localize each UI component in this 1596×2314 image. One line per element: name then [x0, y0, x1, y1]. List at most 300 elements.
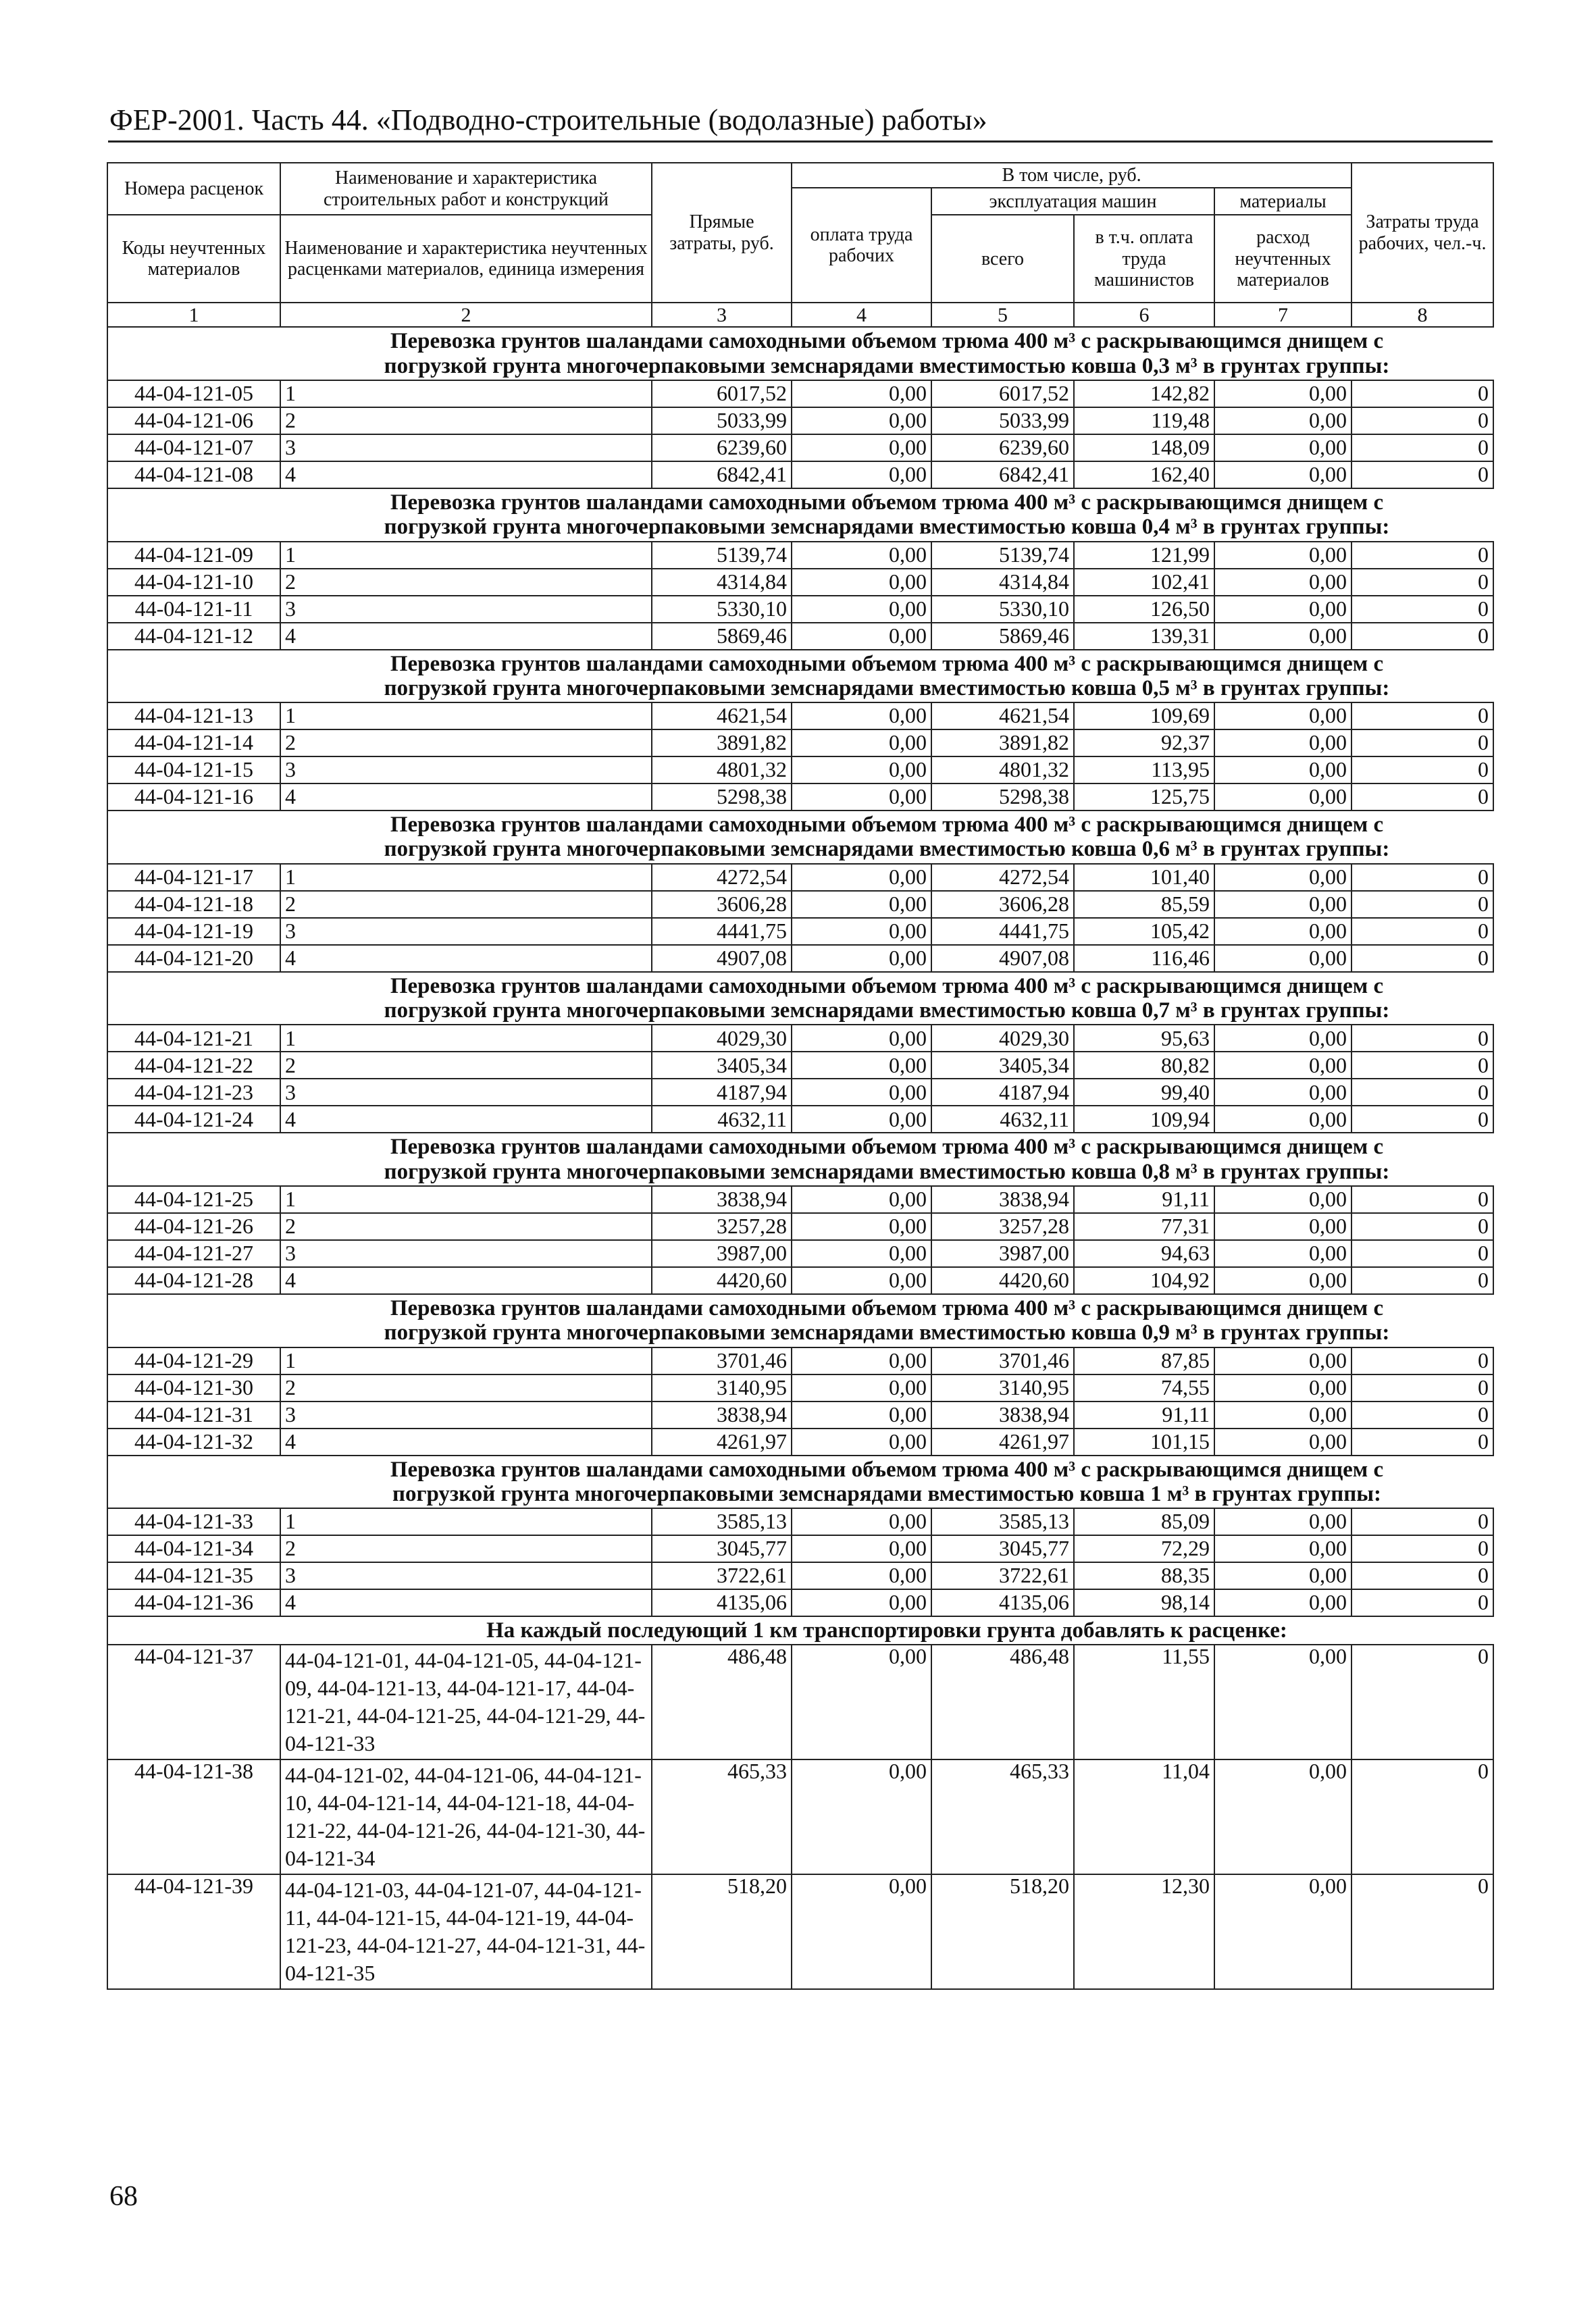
direct-cost-cell: 3838,94 — [652, 1402, 792, 1429]
machinists-pay-cell: 80,82 — [1074, 1052, 1214, 1079]
table-row — [107, 1267, 1493, 1294]
group-title-line: погрузкой грунта многочерпаковыми земснарядами вместимостью ковша 0,6 м³ в грунтах группы: — [384, 837, 1390, 862]
machines-total-cell: 4135,06 — [931, 1589, 1074, 1616]
rate-name-cell: 2 — [280, 729, 652, 756]
direct-cost-cell: 3405,34 — [652, 1052, 792, 1079]
group-title — [280, 972, 1493, 1025]
rate-name-cell: 3 — [280, 434, 652, 461]
labor-pay-cell: 0,00 — [792, 891, 931, 918]
materials-cell: 0,00 — [1214, 729, 1352, 756]
machinists-pay-cell: 11,55 — [1074, 1645, 1214, 1759]
machinists-pay-cell: 101,15 — [1074, 1429, 1214, 1456]
labor-cost-cell: 0 — [1352, 1874, 1493, 1989]
table-row — [107, 783, 1493, 811]
group-title — [280, 1133, 1493, 1186]
machines-total-cell: 5330,10 — [931, 596, 1074, 623]
machinists-pay-cell: 94,63 — [1074, 1240, 1214, 1267]
rate-name-cell: 2 — [280, 1374, 652, 1402]
table-row — [107, 1374, 1493, 1402]
rate-code-cell: 44-04-121-17 — [107, 864, 280, 891]
materials-cell: 0,00 — [1214, 1186, 1352, 1213]
materials-cell: 0,00 — [1214, 1589, 1352, 1616]
machinists-pay-cell: 126,50 — [1074, 596, 1214, 623]
rate-code-cell: 44-04-121-34 — [107, 1535, 280, 1562]
direct-cost-cell: 4187,94 — [652, 1079, 792, 1106]
group-title — [280, 1616, 1493, 1645]
rate-name-cell: 1 — [280, 542, 652, 569]
rate-code-cell: 44-04-121-12 — [107, 623, 280, 650]
group-title-line: Перевозка грунтов шаландами самоходными объемом трюма 400 м³ с раскрывающимся днищем с — [390, 1135, 1384, 1160]
labor-pay-cell: 0,00 — [792, 756, 931, 783]
labor-cost-cell: 0 — [1352, 1759, 1493, 1874]
table-row — [107, 891, 1493, 918]
labor-pay-cell: 0,00 — [792, 918, 931, 945]
group-title-row — [107, 327, 1493, 380]
rate-code-cell: 44-04-121-19 — [107, 918, 280, 945]
table-row — [107, 1535, 1493, 1562]
rate-name-cell: 2 — [280, 1213, 652, 1240]
materials-cell: 0,00 — [1214, 918, 1352, 945]
materials-cell: 0,00 — [1214, 569, 1352, 596]
machinists-pay-cell: 125,75 — [1074, 783, 1214, 811]
col-header-code-top: Номера расценок — [107, 163, 280, 215]
materials-cell: 0,00 — [1214, 380, 1352, 407]
group-title-row — [107, 972, 1493, 1025]
group-title-line: Перевозка грунтов шаландами самоходными объемом трюма 400 м³ с раскрывающимся днищем с — [390, 329, 1384, 354]
page-header-title: ФЕР-2001. Часть 44. «Подводно-строительные (водолазные) работы» — [109, 103, 987, 136]
direct-cost-cell: 3891,82 — [652, 729, 792, 756]
rate-code-cell: 44-04-121-32 — [107, 1429, 280, 1456]
direct-cost-cell: 4261,97 — [652, 1429, 792, 1456]
machines-total-cell: 6842,41 — [931, 461, 1074, 488]
materials-cell: 0,00 — [1214, 1645, 1352, 1759]
machines-total-cell: 5298,38 — [931, 783, 1074, 811]
machinists-pay-cell: 102,41 — [1074, 569, 1214, 596]
machines-total-cell: 3257,28 — [931, 1213, 1074, 1240]
labor-cost-cell: 0 — [1352, 1402, 1493, 1429]
group-title-line: На каждый последующий 1 км транспортировки грунта добавлять к расценке: — [486, 1618, 1287, 1643]
machines-total-cell: 4801,32 — [931, 756, 1074, 783]
materials-cell: 0,00 — [1214, 1240, 1352, 1267]
materials-cell: 0,00 — [1214, 596, 1352, 623]
rate-code-cell: 44-04-121-24 — [107, 1106, 280, 1133]
rate-code-cell: 44-04-121-28 — [107, 1267, 280, 1294]
labor-pay-cell: 0,00 — [792, 1589, 931, 1616]
labor-pay-cell: 0,00 — [792, 1562, 931, 1589]
table-row — [107, 1052, 1493, 1079]
labor-cost-cell: 0 — [1352, 569, 1493, 596]
machines-total-cell: 6239,60 — [931, 434, 1074, 461]
rate-code-cell: 44-04-121-05 — [107, 380, 280, 407]
labor-pay-cell: 0,00 — [792, 1052, 931, 1079]
labor-pay-cell: 0,00 — [792, 569, 931, 596]
col-header-name-top: Наименование и характеристика строительных работ и конструкций — [280, 163, 652, 215]
direct-cost-cell: 4801,32 — [652, 756, 792, 783]
machinists-pay-cell: 139,31 — [1074, 623, 1214, 650]
materials-cell: 0,00 — [1214, 1429, 1352, 1456]
machines-total-cell: 3585,13 — [931, 1508, 1074, 1535]
rate-code-cell: 44-04-121-21 — [107, 1025, 280, 1052]
direct-cost-cell: 4314,84 — [652, 569, 792, 596]
machines-total-cell: 4187,94 — [931, 1079, 1074, 1106]
rate-name-cell: 4 — [280, 1106, 652, 1133]
labor-pay-cell: 0,00 — [792, 596, 931, 623]
rate-name-cell: 1 — [280, 1025, 652, 1052]
group-title — [280, 811, 1493, 864]
rate-name-cell: 3 — [280, 1562, 652, 1589]
col-header-machinists: в т.ч. оплата труда машинистов — [1074, 215, 1214, 303]
rate-code-cell: 44-04-121-09 — [107, 542, 280, 569]
group-title-row — [107, 650, 1493, 703]
machines-total-cell: 3405,34 — [931, 1052, 1074, 1079]
table-row — [107, 1186, 1493, 1213]
machines-total-cell: 4029,30 — [931, 1025, 1074, 1052]
direct-cost-cell: 3606,28 — [652, 891, 792, 918]
machines-total-cell: 4907,08 — [931, 945, 1074, 972]
table-row — [107, 1562, 1493, 1589]
header-divider — [108, 140, 1493, 143]
group-title-line: Перевозка грунтов шаландами самоходными объемом трюма 400 м³ с раскрывающимся днищем с — [390, 813, 1384, 838]
col-header-labor-cost: Затраты труда рабочих, чел.-ч. — [1352, 163, 1493, 303]
materials-cell: 0,00 — [1214, 461, 1352, 488]
rate-name-cell: 1 — [280, 1186, 652, 1213]
rate-name-cell: 3 — [280, 1402, 652, 1429]
labor-cost-cell: 0 — [1352, 756, 1493, 783]
table-row — [107, 1347, 1493, 1374]
rate-code-cell: 44-04-121-20 — [107, 945, 280, 972]
labor-cost-cell: 0 — [1352, 891, 1493, 918]
materials-cell: 0,00 — [1214, 1079, 1352, 1106]
direct-cost-cell: 5298,38 — [652, 783, 792, 811]
rate-code-cell: 44-04-121-23 — [107, 1079, 280, 1106]
group-title-spacer — [107, 488, 280, 542]
labor-pay-cell: 0,00 — [792, 1535, 931, 1562]
machines-total-cell: 518,20 — [931, 1874, 1074, 1989]
group-title-spacer — [107, 1294, 280, 1347]
table-row — [107, 1025, 1493, 1052]
machinists-pay-cell: 142,82 — [1074, 380, 1214, 407]
machinists-pay-cell: 85,09 — [1074, 1508, 1214, 1535]
machinists-pay-cell: 85,59 — [1074, 891, 1214, 918]
machinists-pay-cell: 105,42 — [1074, 918, 1214, 945]
materials-cell: 0,00 — [1214, 623, 1352, 650]
group-title-line: погрузкой грунта многочерпаковыми земснарядами вместимостью ковша 1 м³ в грунтах группы: — [392, 1481, 1382, 1506]
machines-total-cell: 3701,46 — [931, 1347, 1074, 1374]
table-row — [107, 918, 1493, 945]
labor-pay-cell: 0,00 — [792, 542, 931, 569]
labor-cost-cell: 0 — [1352, 1186, 1493, 1213]
rate-name-cell: 3 — [280, 596, 652, 623]
materials-cell: 0,00 — [1214, 756, 1352, 783]
labor-cost-cell: 0 — [1352, 1052, 1493, 1079]
col-header-code-bottom: Коды неучтенных материалов — [107, 215, 280, 303]
table-row — [107, 434, 1493, 461]
direct-cost-cell: 6017,52 — [652, 380, 792, 407]
table-row — [107, 1759, 1493, 1874]
labor-cost-cell: 0 — [1352, 918, 1493, 945]
group-title-line: Перевозка грунтов шаландами самоходными объемом трюма 400 м³ с раскрывающимся днищем с — [390, 1457, 1384, 1482]
col-number: 1 — [107, 303, 280, 327]
group-title-spacer — [107, 811, 280, 864]
rate-code-cell: 44-04-121-13 — [107, 702, 280, 729]
materials-cell: 0,00 — [1214, 542, 1352, 569]
group-title-spacer — [107, 972, 280, 1025]
group-title-row — [107, 1133, 1493, 1186]
machinists-pay-cell: 162,40 — [1074, 461, 1214, 488]
materials-cell: 0,00 — [1214, 1374, 1352, 1402]
rate-code-cell: 44-04-121-22 — [107, 1052, 280, 1079]
materials-cell: 0,00 — [1214, 1759, 1352, 1874]
rates-table — [107, 162, 1494, 1990]
rate-name-cell: 4 — [280, 1589, 652, 1616]
direct-cost-cell: 4621,54 — [652, 702, 792, 729]
direct-cost-cell: 3722,61 — [652, 1562, 792, 1589]
direct-cost-cell: 6239,60 — [652, 434, 792, 461]
machines-total-cell: 5033,99 — [931, 407, 1074, 434]
machines-total-cell: 4441,75 — [931, 918, 1074, 945]
materials-cell: 0,00 — [1214, 945, 1352, 972]
machinists-pay-cell: 92,37 — [1074, 729, 1214, 756]
materials-cell: 0,00 — [1214, 1106, 1352, 1133]
col-number: 8 — [1352, 303, 1493, 327]
rate-code-cell: 44-04-121-35 — [107, 1562, 280, 1589]
labor-cost-cell: 0 — [1352, 407, 1493, 434]
col-header-direct: Прямые затраты, руб. — [652, 163, 792, 303]
labor-pay-cell: 0,00 — [792, 461, 931, 488]
table-row — [107, 864, 1493, 891]
group-title-line: погрузкой грунта многочерпаковыми земснарядами вместимостью ковша 0,8 м³ в грунтах группы: — [384, 1159, 1390, 1184]
labor-cost-cell: 0 — [1352, 1645, 1493, 1759]
labor-cost-cell: 0 — [1352, 542, 1493, 569]
machines-total-cell: 3891,82 — [931, 729, 1074, 756]
labor-pay-cell: 0,00 — [792, 1374, 931, 1402]
table-row — [107, 1402, 1493, 1429]
group-title-line: Перевозка грунтов шаландами самоходными объемом трюма 400 м³ с раскрывающимся днищем с — [390, 973, 1384, 998]
rate-name-cell: 4 — [280, 461, 652, 488]
direct-cost-cell: 6842,41 — [652, 461, 792, 488]
table-row — [107, 569, 1493, 596]
rate-name-cell: 4 — [280, 1429, 652, 1456]
labor-pay-cell: 0,00 — [792, 1645, 931, 1759]
group-title-spacer — [107, 1616, 280, 1645]
direct-cost-cell: 3838,94 — [652, 1186, 792, 1213]
table-row — [107, 1240, 1493, 1267]
rate-name-cell: 3 — [280, 1240, 652, 1267]
labor-pay-cell: 0,00 — [792, 1186, 931, 1213]
materials-cell: 0,00 — [1214, 407, 1352, 434]
group-title — [280, 1456, 1493, 1509]
table-row — [107, 702, 1493, 729]
machinists-pay-cell: 95,63 — [1074, 1025, 1214, 1052]
rate-code-cell: 44-04-121-14 — [107, 729, 280, 756]
rate-name-cell: 1 — [280, 1347, 652, 1374]
labor-cost-cell: 0 — [1352, 434, 1493, 461]
direct-cost-cell: 3987,00 — [652, 1240, 792, 1267]
rate-name-cell: 1 — [280, 864, 652, 891]
rate-name-cell: 1 — [280, 380, 652, 407]
labor-pay-cell: 0,00 — [792, 1079, 931, 1106]
labor-cost-cell: 0 — [1352, 1240, 1493, 1267]
materials-cell: 0,00 — [1214, 1267, 1352, 1294]
labor-pay-cell: 0,00 — [792, 1106, 931, 1133]
materials-cell: 0,00 — [1214, 1213, 1352, 1240]
direct-cost-cell: 4029,30 — [652, 1025, 792, 1052]
group-title-spacer — [107, 327, 280, 380]
machines-total-cell: 6017,52 — [931, 380, 1074, 407]
labor-pay-cell: 0,00 — [792, 1240, 931, 1267]
labor-cost-cell: 0 — [1352, 945, 1493, 972]
materials-cell: 0,00 — [1214, 1562, 1352, 1589]
machines-total-cell: 465,33 — [931, 1759, 1074, 1874]
labor-pay-cell: 0,00 — [792, 1267, 931, 1294]
machines-total-cell: 4272,54 — [931, 864, 1074, 891]
group-title-line: погрузкой грунта многочерпаковыми земснарядами вместимостью ковша 0,7 м³ в грунтах группы: — [384, 998, 1390, 1023]
materials-cell: 0,00 — [1214, 783, 1352, 811]
rate-code-cell: 44-04-121-11 — [107, 596, 280, 623]
rate-name-cell: 44-04-121-03, 44-04-121-07, 44-04-121-11, 44-04-121-15, 44-04-121-19, 44-04-121-23, 44-04-121-27, 44-04-121-31, 44-04-121-35 — [280, 1874, 652, 1989]
materials-cell: 0,00 — [1214, 1402, 1352, 1429]
rate-name-cell: 4 — [280, 1267, 652, 1294]
labor-pay-cell: 0,00 — [792, 1759, 931, 1874]
table-row — [107, 1079, 1493, 1106]
rate-code-cell: 44-04-121-30 — [107, 1374, 280, 1402]
machinists-pay-cell: 148,09 — [1074, 434, 1214, 461]
labor-pay-cell: 0,00 — [792, 1508, 931, 1535]
machines-total-cell: 4314,84 — [931, 569, 1074, 596]
machinists-pay-cell: 72,29 — [1074, 1535, 1214, 1562]
labor-pay-cell: 0,00 — [792, 380, 931, 407]
direct-cost-cell: 3257,28 — [652, 1213, 792, 1240]
direct-cost-cell: 3045,77 — [652, 1535, 792, 1562]
machinists-pay-cell: 91,11 — [1074, 1186, 1214, 1213]
labor-cost-cell: 0 — [1352, 1589, 1493, 1616]
machines-total-cell: 3838,94 — [931, 1186, 1074, 1213]
rate-code-cell: 44-04-121-33 — [107, 1508, 280, 1535]
table-body — [107, 327, 1493, 1989]
machines-total-cell: 5139,74 — [931, 542, 1074, 569]
direct-cost-cell: 5330,10 — [652, 596, 792, 623]
labor-cost-cell: 0 — [1352, 1025, 1493, 1052]
rate-code-cell: 44-04-121-26 — [107, 1213, 280, 1240]
rate-name-cell: 2 — [280, 1052, 652, 1079]
materials-cell: 0,00 — [1214, 1052, 1352, 1079]
rate-name-cell: 4 — [280, 623, 652, 650]
rate-code-cell: 44-04-121-10 — [107, 569, 280, 596]
machines-total-cell: 4621,54 — [931, 702, 1074, 729]
materials-cell: 0,00 — [1214, 1874, 1352, 1989]
rate-code-cell: 44-04-121-15 — [107, 756, 280, 783]
machines-total-cell: 3838,94 — [931, 1402, 1074, 1429]
table-row — [107, 623, 1493, 650]
table-row — [107, 596, 1493, 623]
table-row — [107, 461, 1493, 488]
machines-total-cell: 3045,77 — [931, 1535, 1074, 1562]
direct-cost-cell: 4272,54 — [652, 864, 792, 891]
machinists-pay-cell: 109,69 — [1074, 702, 1214, 729]
machinists-pay-cell: 119,48 — [1074, 407, 1214, 434]
col-header-materials: материалы — [1214, 188, 1352, 215]
table-row — [107, 1508, 1493, 1535]
group-title — [280, 1294, 1493, 1347]
labor-cost-cell: 0 — [1352, 623, 1493, 650]
labor-pay-cell: 0,00 — [792, 1025, 931, 1052]
direct-cost-cell: 5033,99 — [652, 407, 792, 434]
direct-cost-cell: 4135,06 — [652, 1589, 792, 1616]
labor-pay-cell: 0,00 — [792, 407, 931, 434]
labor-cost-cell: 0 — [1352, 461, 1493, 488]
machinists-pay-cell: 99,40 — [1074, 1079, 1214, 1106]
machines-total-cell: 4261,97 — [931, 1429, 1074, 1456]
materials-cell: 0,00 — [1214, 1508, 1352, 1535]
table-row — [107, 407, 1493, 434]
group-title-line: Перевозка грунтов шаландами самоходными объемом трюма 400 м³ с раскрывающимся днищем с — [390, 490, 1384, 515]
group-title-row — [107, 1456, 1493, 1509]
materials-cell: 0,00 — [1214, 1347, 1352, 1374]
rate-name-cell: 1 — [280, 702, 652, 729]
group-title-row — [107, 1616, 1493, 1645]
materials-cell: 0,00 — [1214, 891, 1352, 918]
group-title-line: погрузкой грунта многочерпаковыми земснарядами вместимостью ковша 0,5 м³ в грунтах группы: — [384, 675, 1390, 700]
direct-cost-cell: 3701,46 — [652, 1347, 792, 1374]
col-number: 5 — [931, 303, 1074, 327]
labor-pay-cell: 0,00 — [792, 1874, 931, 1989]
machinists-pay-cell: 121,99 — [1074, 542, 1214, 569]
rate-name-cell: 3 — [280, 756, 652, 783]
labor-cost-cell: 0 — [1352, 1347, 1493, 1374]
machinists-pay-cell: 87,85 — [1074, 1347, 1214, 1374]
machinists-pay-cell: 109,94 — [1074, 1106, 1214, 1133]
group-title-row — [107, 488, 1493, 542]
table-row — [107, 1645, 1493, 1759]
direct-cost-cell: 465,33 — [652, 1759, 792, 1874]
materials-cell: 0,00 — [1214, 702, 1352, 729]
rate-name-cell: 4 — [280, 783, 652, 811]
machines-total-cell: 3987,00 — [931, 1240, 1074, 1267]
machines-total-cell: 3722,61 — [931, 1562, 1074, 1589]
materials-cell: 0,00 — [1214, 1535, 1352, 1562]
rate-name-cell: 3 — [280, 918, 652, 945]
machines-total-cell: 3606,28 — [931, 891, 1074, 918]
col-number: 4 — [792, 303, 931, 327]
table-row — [107, 1589, 1493, 1616]
rate-code-cell: 44-04-121-38 — [107, 1759, 280, 1874]
rate-code-cell: 44-04-121-06 — [107, 407, 280, 434]
rate-name-cell: 2 — [280, 407, 652, 434]
labor-pay-cell: 0,00 — [792, 1213, 931, 1240]
col-header-labor-pay: оплата труда рабочих — [792, 188, 931, 303]
col-number: 6 — [1074, 303, 1214, 327]
rate-code-cell: 44-04-121-36 — [107, 1589, 280, 1616]
labor-cost-cell: 0 — [1352, 783, 1493, 811]
rate-code-cell: 44-04-121-08 — [107, 461, 280, 488]
group-title-spacer — [107, 1133, 280, 1186]
rate-code-cell: 44-04-121-07 — [107, 434, 280, 461]
labor-pay-cell: 0,00 — [792, 729, 931, 756]
group-title-row — [107, 1294, 1493, 1347]
machinists-pay-cell: 116,46 — [1074, 945, 1214, 972]
group-title-line: погрузкой грунта многочерпаковыми земснарядами вместимостью ковша 0,4 м³ в грунтах группы: — [384, 515, 1390, 540]
materials-cell: 0,00 — [1214, 864, 1352, 891]
machinists-pay-cell: 104,92 — [1074, 1267, 1214, 1294]
materials-cell: 0,00 — [1214, 434, 1352, 461]
direct-cost-cell: 5869,46 — [652, 623, 792, 650]
labor-cost-cell: 0 — [1352, 864, 1493, 891]
group-title-line: Перевозка грунтов шаландами самоходными объемом трюма 400 м³ с раскрывающимся днищем с — [390, 651, 1384, 676]
rate-code-cell: 44-04-121-18 — [107, 891, 280, 918]
col-number: 7 — [1214, 303, 1352, 327]
group-title — [280, 650, 1493, 703]
table-header — [107, 163, 1493, 327]
